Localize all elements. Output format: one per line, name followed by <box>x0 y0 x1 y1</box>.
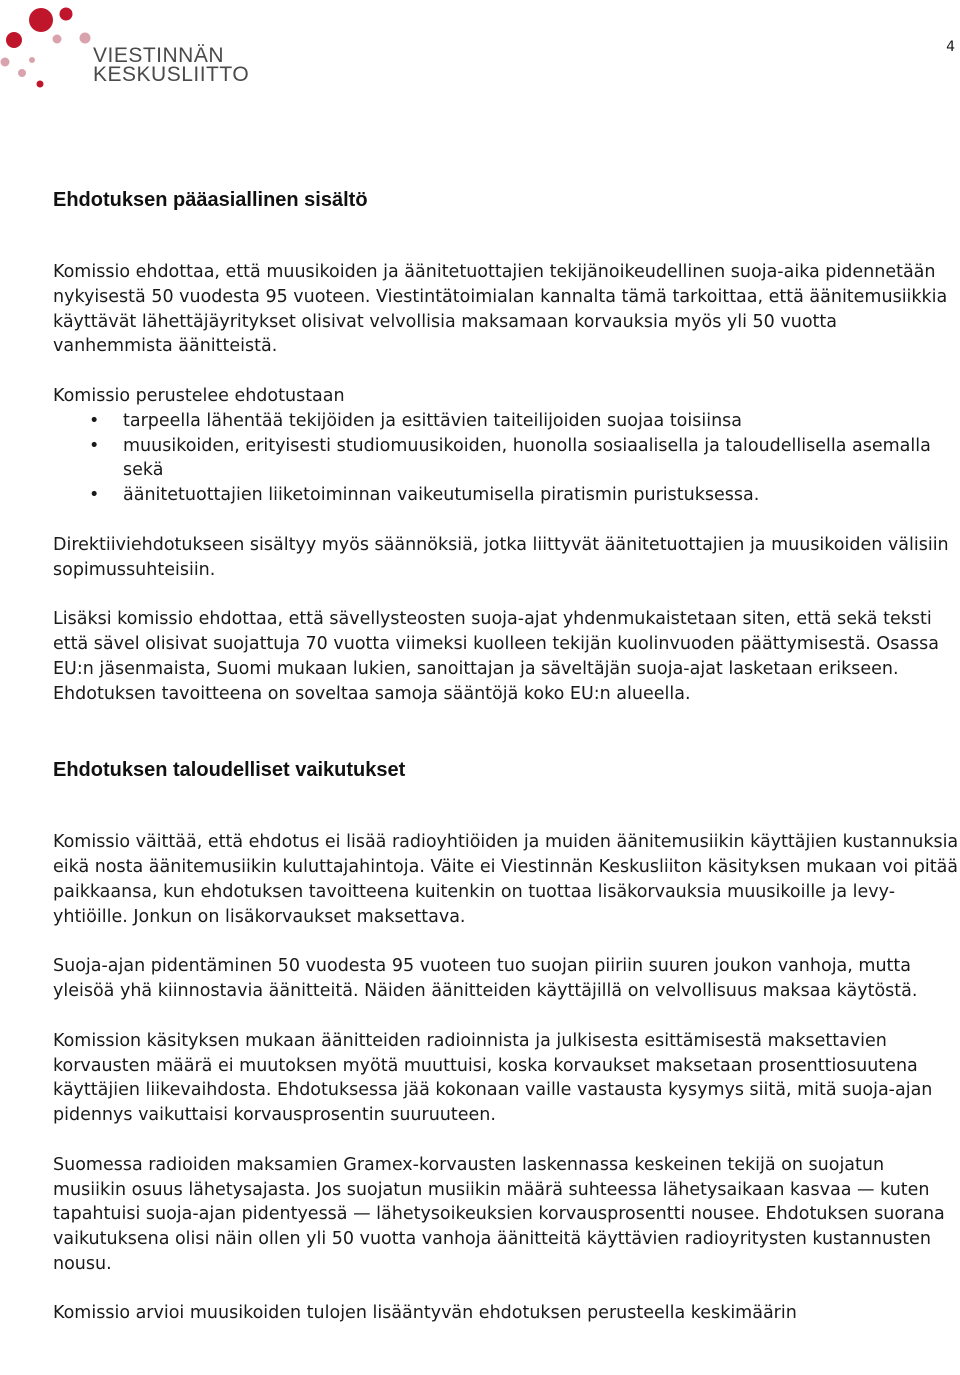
paragraph: Komissio ehdottaa, että muusikoiden ja äänitetuottajien tekijänoikeudellinen suoja-aika pidennetään nykyisestä 50 vuodesta 95 vuoteen. Viestintätoimialan kannalta tämä tarkoittaa, että äänitemusiikkia käyttävät lähettäjäyritykset olisivat velvollisia maksamaan korvauksia myös yli 50 vuotta vanhemmista äänitteistä. <box>53 262 948 357</box>
bullet-icon: • <box>89 435 100 456</box>
page-number: 4 <box>946 39 955 55</box>
section-heading-main-content: Ehdotuksen pääasiallinen sisältö <box>53 189 368 211</box>
list-item <box>53 409 959 434</box>
list-item-text: muusikoiden, erityisesti studiomuusikoiden, huonolla sosiaalisella ja taloudellisella asemalla sekä <box>123 435 931 481</box>
section-heading-economic-effects: Ehdotuksen taloudelliset vaikutukset <box>53 759 406 782</box>
paragraph: Komission käsityksen mukaan äänitteiden radioinnista ja julkisesta esittämisestä maksettavien korvausten määrä ei muutoksen myötä muuttuisi, koska korvaukset maksetaan prosenttiosuutena käyttäjien liikevaihdosta. Ehdotuksessa jää kokonaan vaille vastausta kysymys siitä, mitä suoja-ajan pidennys vaikuttaisi korvausprosentin suuruuteen. <box>53 1030 933 1126</box>
paragraph: Komissio arvioi muusikoiden tulojen lisääntyvän ehdotuksen perusteella keskimäärin <box>53 1303 797 1324</box>
bullet-icon: • <box>89 485 100 506</box>
bullet-icon: • <box>89 410 100 431</box>
paragraph: Komissio väittää, että ehdotus ei lisää radioyhtiöiden ja muiden äänitemusiikin käyttäjien kustannuksia eikä nosta äänitemusiikin kuluttajahintoja. Väite ei Viestinnän Keskusliiton käsityksen mukaan voi pitää paikkaansa, kun ehdotuksen tavoitteena kuitenkin on tuottaa lisäkorvauksia muusikoille ja levy-yhtiöille. Jonkun on lisäkorvaukset maksettava. <box>53 832 959 927</box>
justification-list <box>53 409 959 508</box>
list-item <box>53 434 959 484</box>
paragraph: Direktiiviehdotukseen sisältyy myös säännöksiä, jotka liittyvät äänitetuottajien ja muusikoiden välisiin sopimussuhteisiin. <box>53 534 949 580</box>
paragraph-intro: Komissio perustelee ehdotustaan <box>53 385 345 406</box>
paragraph: Suoja-ajan pidentäminen 50 vuodesta 95 vuoteen tuo suojan piiriin suuren joukon vanhoja, mutta yleisöä yhä kiinnostavia äänitteitä. Näiden äänitteiden käyttäjillä on velvollisuus maksaa käytöstä. <box>53 956 918 1002</box>
paragraph: Lisäksi komissio ehdottaa, että sävellysteosten suoja-ajat yhdenmukaistetaan siten, että sekä teksti että sävel olisivat suojattuja 70 vuotta viimeksi kuolleen tekijän kuolinvuoden päättymisestä. Osassa EU:n jäsenmaista, Suomi mukaan lukien, sanoittajan ja säveltäjän suoja-ajat lasketaan erikseen. Ehdotuksen tavoitteena on soveltaa samoja sääntöjä koko EU:n alueella. <box>53 609 940 704</box>
document-body <box>53 186 959 1326</box>
logo-dots-graphic <box>0 0 95 100</box>
list-item-text: tarpeella lähentää tekijöiden ja esittävien taiteilijoiden suojaa toisiinsa <box>123 410 743 431</box>
list-item <box>53 483 959 508</box>
organization-logo <box>0 0 270 100</box>
paragraph: Suomessa radioiden maksamien Gramex-korvausten laskennassa keskeinen tekijä on suojatun musiikin osuus lähetysajasta. Jos suojatun musiikin määrä suhteessa lähetysaikaan kasvaa — kuten tapahtuisi suoja-ajan pidentyessä — lähetysoikeuksien korvausprosentti nousee. Ehdotuksen suorana vaikutuksena olisi näin ollen yli 50 vuotta vanhoja äänitteitä käyttävien radioyritysten kustannusten nousu. <box>53 1154 945 1274</box>
list-item-text: äänitetuottajien liiketoiminnan vaikeutumisella piratismin puristuksessa. <box>123 485 760 506</box>
logo-text-line1: VIESTINNÄN <box>93 44 225 67</box>
logo-text-line2: KESKUSLIITTO <box>93 63 250 86</box>
